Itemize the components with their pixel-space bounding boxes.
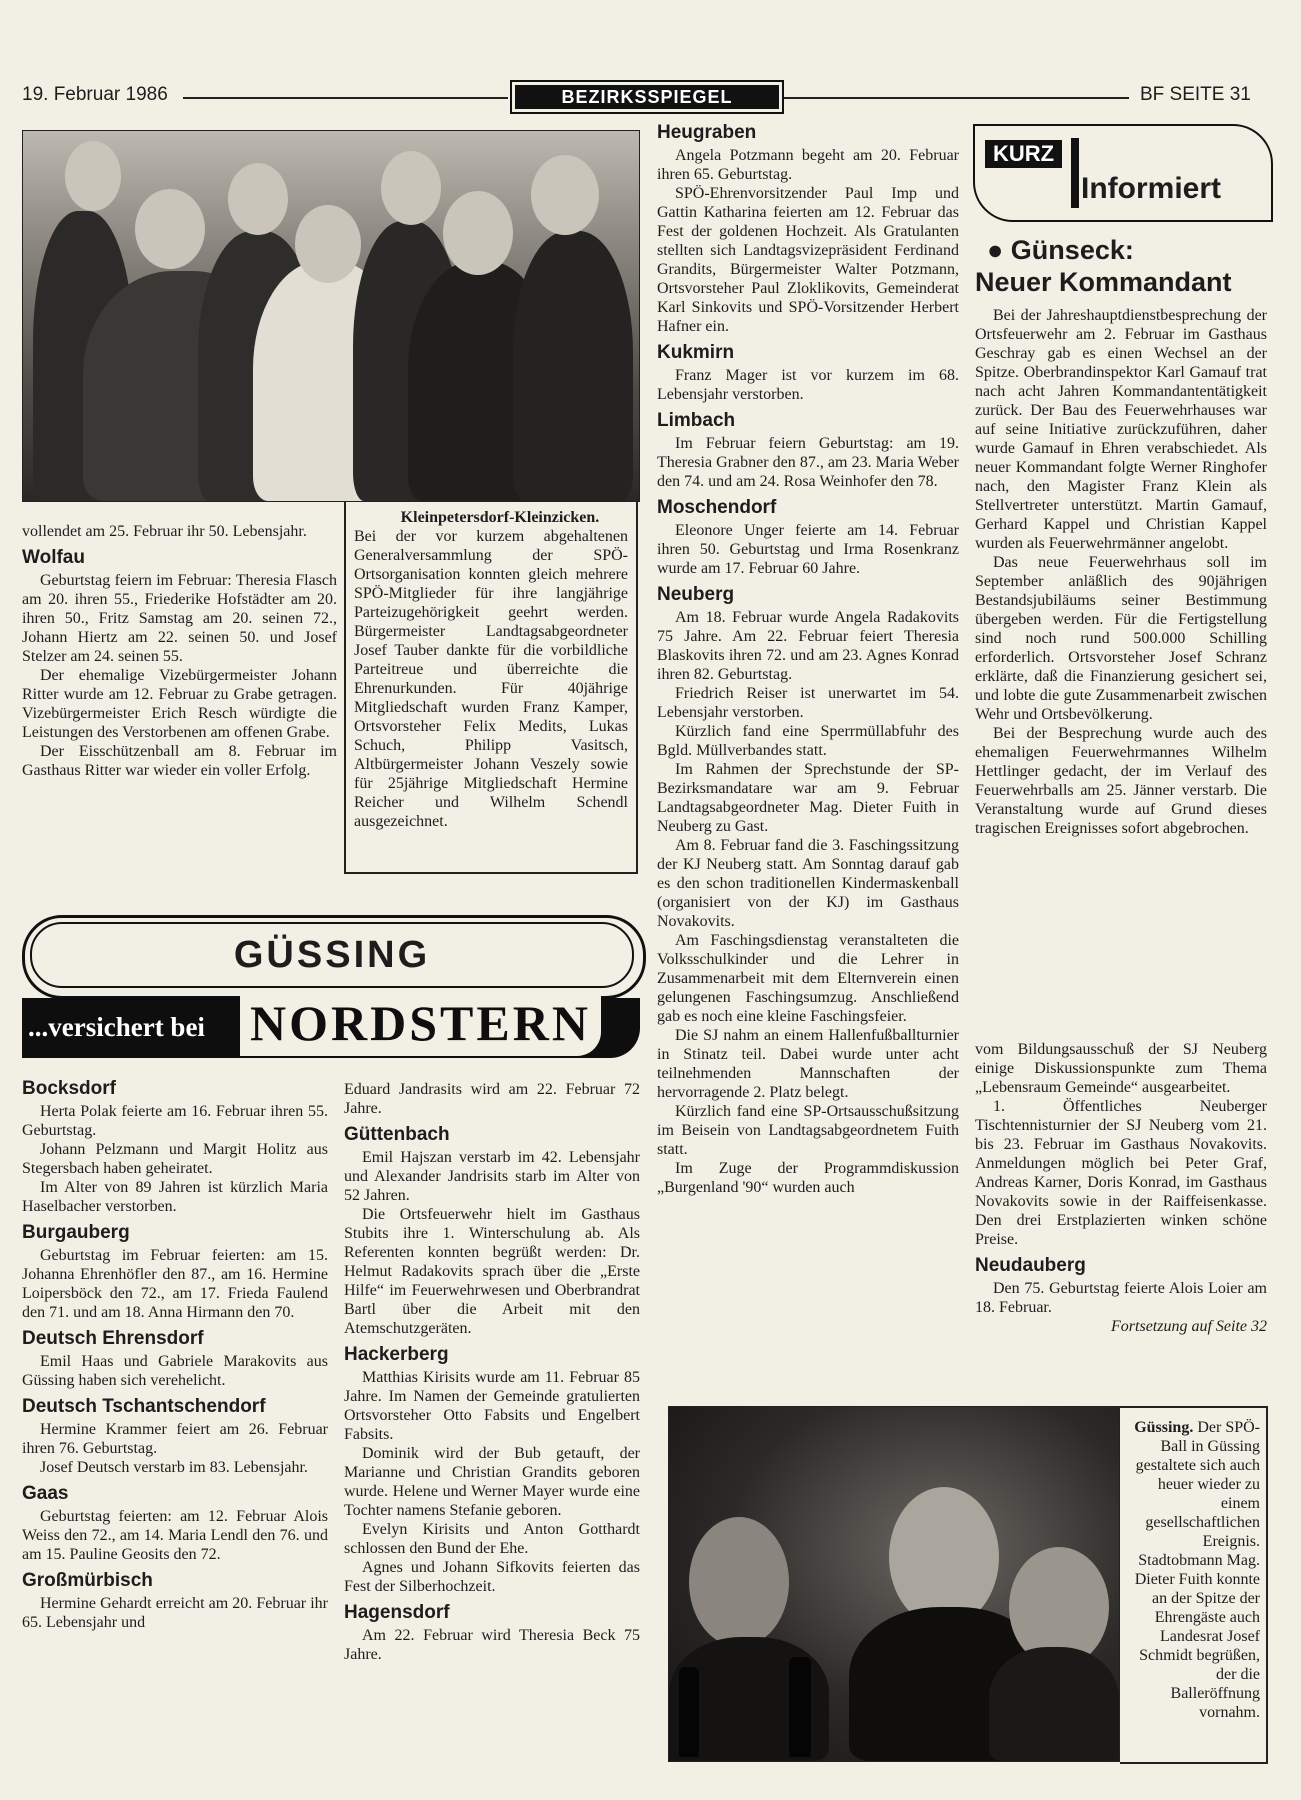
- section-heading: Hackerberg: [344, 1344, 449, 1365]
- paragraph: Der Eisschützenball am 8. Februar im Gasthaus Ritter war wieder ein voller Erfolg.: [22, 743, 337, 779]
- paragraph: Im Alter von 89 Jahren ist kürzlich Maria Haselbacher verstorben.: [22, 1179, 328, 1215]
- banner-title: GÜSSING: [30, 922, 634, 988]
- paragraph: vollendet am 25. Februar ihr 50. Lebensjahr.: [22, 523, 307, 540]
- paragraph: Friedrich Reiser ist unerwartet im 54. Lebensjahr verstorben.: [657, 685, 959, 721]
- paragraph: Geburtstag feierten: am 12. Februar Alois Weiss den 72., am 14. Maria Lendl den 76. und am 15. Pauline Geosits den 72.: [22, 1508, 328, 1563]
- paragraph: Eleonore Unger feierte am 14. Februar ihren 50. Geburtstag und Irma Rosenkranz wurde am 17. Februar 60 Jahre.: [657, 522, 959, 577]
- continuation-note: Fortsetzung auf Seite 32: [1111, 1318, 1267, 1335]
- paragraph: Evelyn Kirisits und Anton Gotthardt schlossen den Bund der Ehe.: [344, 1521, 640, 1557]
- paragraph: Am Faschingsdienstag veranstalteten die Volksschulkinder und die Lehrer in Zusammenarbeit mit dem Elternverein einen gelungenen Faschingsumzug. Anschließend gab es noch eine kleine Faschingsfeier.: [657, 932, 959, 1025]
- ball-photo: [668, 1406, 1120, 1762]
- section-heading: Hagensdorf: [344, 1602, 450, 1623]
- caption-title: Güssing.: [1134, 1419, 1194, 1436]
- headline-1: ● Günseck:: [987, 235, 1134, 265]
- section-heading: Deutsch Ehrensdorf: [22, 1328, 204, 1349]
- section-heading: Heugraben: [657, 122, 757, 143]
- paragraph: Die Ortsfeuerwehr hielt im Gasthaus Stubits ihre 1. Winterschulung ab. Als Referenten konnten begrüßt werden: Dr. Helmut Radakovits sprach über die „Erste Hilfe“ im Feuerwehrwesen und Oberbrandrat Bartl über die Arbeit mit den Atemschutzgeräten.: [344, 1206, 640, 1337]
- informiert-label: Informiert: [1081, 172, 1222, 205]
- banner-slogan: ...versichert bei: [28, 1012, 205, 1042]
- header-rule-right: [784, 97, 1129, 99]
- paragraph: Am 22. Februar wird Theresia Beck 75 Jahre.: [344, 1627, 640, 1663]
- paragraph: Emil Haas und Gabriele Marakovits aus Güssing haben sich verehelicht.: [22, 1353, 328, 1389]
- paragraph: Den 75. Geburtstag feierte Alois Loier am 18. Februar.: [975, 1280, 1267, 1316]
- paragraph: Hermine Gehardt erreicht am 20. Februar ihr 65. Lebensjahr und: [22, 1595, 328, 1631]
- group-photo: [22, 130, 640, 502]
- banner-bar: [22, 995, 640, 1058]
- section-title: BEZIRKSSPIEGEL: [510, 80, 784, 114]
- paragraph: Am 8. Februar fand die 3. Faschingssitzung der KJ Neuberg statt. Am Sonntag darauf gab es den schon traditionellen Kindermaskenball (organisiert von der KJ) im Gasthaus Novakovits.: [657, 837, 959, 930]
- kurz-label: KURZ: [985, 140, 1062, 168]
- caption-bottom: [1130, 1418, 1260, 1722]
- caption-top: [354, 508, 628, 831]
- paragraph: Das neue Feuerwehrhaus soll im September anläßlich des 90jährigen Bestandsjubiläums seiner Bestimmung übergeben werden. Für die Fertigstellung sind noch rund 500.000 Schilling erforderlich. Ortsvorsteher Josef Schranz erklärte, daß die Finanzierung gesichert sei, und lobte die gute Zusammenarbeit zwischen Wehr und Ortsbevölkerung.: [975, 554, 1267, 723]
- section-heading: Limbach: [657, 410, 736, 431]
- section-heading: Kukmirn: [657, 342, 735, 363]
- paragraph: Geburtstag feiern im Februar: Theresia Flasch am 20. ihren 55., Friederike Hofstädter am 20. ihren 50., Fritz Samstag am 20. seinen 72., Johann Hiertz am 22. seinen 50. und Josef Stelzer am 24. seinen 55.: [22, 572, 337, 665]
- caption-text: Der SPÖ-Ball in Güssing gestaltete sich auch heuer wieder zu einem gesellschaftlichen Ereignis. Stadtobmann Mag. Dieter Fuith konnte an der Spitze der Ehrengäste auch Landesrat Josef Schmidt begrüßen, der die Balleröffnung vornahm.: [1134, 1419, 1260, 1721]
- paragraph: Am 18. Februar wurde Angela Radakovits 75 Jahre. Am 22. Februar feiert Theresia Blaskovits ihren 72. und am 23. Agnes Konrad ihren 82. Geburtstag.: [657, 609, 959, 683]
- paragraph: vom Bildungsausschuß der SJ Neuberg einige Diskussionspunkte zum Thema „Lebensraum Gemeinde“ ausgearbeitet.: [975, 1041, 1267, 1096]
- section-heading: Burgauberg: [22, 1222, 130, 1243]
- paragraph: Die SJ nahm an einem Hallenfußballturnier in Stinatz teil. Dabei wurde unter acht teilnehmenden Mannschaften der hervorragende 2. Platz belegt.: [657, 1027, 959, 1101]
- section-heading: Großmürbisch: [22, 1570, 153, 1591]
- banner-brand: NORDSTERN: [240, 990, 601, 1056]
- paragraph: Im Rahmen der Sprechstunde der SP-Bezirksmandatare war am 9. Februar Landtagsabgeordneter Mag. Dieter Fuith in Neuberg zu Gast.: [657, 761, 959, 835]
- paragraph: SPÖ-Ehrenvorsitzender Paul Imp und Gattin Katharina feierten am 12. Februar das Fest der goldenen Hochzeit. Als Gratulanten stellten sich Landtagsvizepräsident Ferdinand Grandits, Bürgermeister Walter Potzmann, Ortsvorsteher Paul Zloklikovits, Gemeinderat Karl Sinkovits und SPÖ-Vorsitzender Herbert Hafner ein.: [657, 185, 959, 335]
- paragraph: Matthias Kirisits wurde am 11. Februar 85 Jahre. Im Namen der Gemeinde gratulierten Ortsvorsteher Otto Fabsits und Engelbert Fabsits.: [344, 1369, 640, 1443]
- kurz-informiert-box: [973, 124, 1273, 222]
- paragraph: Im Zuge der Programmdiskussion „Burgenland '90“ wurden auch: [657, 1160, 959, 1196]
- column-1-bottom: [22, 1078, 328, 1632]
- section-heading: Moschendorf: [657, 497, 777, 518]
- paragraph: Im Februar feiern Geburtstag: am 19. Theresia Grabner den 87., am 23. Maria Weber den 74. und am 24. Rosa Weinhofer den 78.: [657, 435, 959, 490]
- paragraph: Der ehemalige Vizebürgermeister Johann Ritter wurde am 12. Februar zu Grabe getragen. Vizebürgermeister Erich Resch würdigte die Leistungen des Verstorbenen am offenen Grabe.: [22, 667, 337, 741]
- column-3-bottom: [975, 1040, 1267, 1336]
- paragraph: Josef Deutsch verstarb im 83. Lebensjahr.: [40, 1459, 308, 1476]
- caption-text: Bei der vor kurzem abgehaltenen Generalversammlung der SPÖ-Ortsorganisation konnten gleich mehrere SPÖ-Mitglieder für ihre langjährige Parteizugehörigkeit geehrt werden. Bürgermeister Landtagsabgeordneter Josef Tauber dankte für die vorbildliche Parteitreue und überreichte die Ehrenurkunden. Für 40jährige Mitgliedschaft wurden Franz Kamper, Ortsvorsteher Felix Medits, Lukas Schuch, Philipp Vasitsch, Altbürgermeister Johann Veszely sowie für 25jährige Mitgliedschaft Hermine Reicher und Wilhelm Schendl ausgezeichnet.: [354, 528, 628, 830]
- paragraph: Kürzlich fand eine SP-Ortsausschußsitzung im Beisein von Landtagsabgeordnetem Fuith statt.: [657, 1103, 959, 1158]
- page-number: BF SEITE 31: [1140, 84, 1251, 105]
- column-3-top: [975, 234, 1267, 838]
- header-rule-left: [183, 97, 508, 99]
- section-heading: Güttenbach: [344, 1124, 450, 1145]
- section-heading: Neuberg: [657, 584, 735, 605]
- issue-date: 19. Februar 1986: [22, 84, 168, 105]
- paragraph: Herta Polak feierte am 16. Februar ihren 55. Geburtstag.: [22, 1103, 328, 1139]
- paragraph: Bei der Besprechung wurde auch des ehemaligen Feuerwehrmannes Wilhelm Hettlinger gedacht, der im Verlauf des Feuerwehrballs am 25. Jänner verstarb. Die Veranstaltung wurde auf Grund dieses tragischen Ereignisses sofort abgebrochen.: [975, 725, 1267, 837]
- paragraph: Dominik wird der Bub getauft, der Marianne und Christian Grandits geboren wurde. Helene und Werner Mayer wurde eine Tochter namens Stefanie geboren.: [344, 1445, 640, 1519]
- paragraph: Eduard Jandrasits wird am 22. Februar 72 Jahre.: [344, 1081, 640, 1117]
- paragraph: Johann Pelzmann und Margit Holitz aus Stegersbach haben geheiratet.: [22, 1141, 328, 1177]
- paragraph: Kürzlich fand eine Sperrmüllabfuhr des Bgld. Müllverbandes statt.: [657, 723, 959, 759]
- column-2: [657, 122, 959, 1197]
- column-1-top: [22, 522, 337, 780]
- paragraph: Angela Potzmann begeht am 20. Februar ihren 65. Geburtstag.: [657, 147, 959, 183]
- section-heading-neudauberg: Neudauberg: [975, 1255, 1086, 1276]
- paragraph: Bei der Jahreshauptdienstbesprechung der Ortsfeuerwehr am 2. Februar im Gasthaus Geschray gab es einen Wechsel an der Spitze. Oberbrandinspektor Karl Gamauf trat nach acht Jahren Kommandantentätigkeit zurück. Der Bau des Feuerwehrhauses war auf seine Initiative zurückzuführen, daher wurde Gamauf in Ehren verabschiedet. Als neuer Kommandant folgte Werner Ringhofer nach, den Magister Franz Klein als Stellvertreter unterstützt. Martin Gamauf, Gerhard Kappel und Christian Kappel wurden als Feuerwehrmänner angelobt.: [975, 307, 1267, 552]
- paragraph: Hermine Krammer feiert am 26. Februar ihren 76. Geburtstag.: [22, 1421, 328, 1457]
- headline-2: Neuer Kommandant: [975, 267, 1232, 297]
- kurz-bar: [1071, 138, 1079, 208]
- paragraph: Agnes und Johann Sifkovits feierten das Fest der Silberhochzeit.: [344, 1559, 640, 1595]
- paragraph: Franz Mager ist vor kurzem im 68. Lebensjahr verstorben.: [657, 367, 959, 403]
- column-2-bottom: [344, 1080, 640, 1664]
- section-heading-wolfau: Wolfau: [22, 547, 85, 568]
- paragraph: Emil Hajszan verstarb im 42. Lebensjahr und Alexander Jandrisits starb im Alter von 52 Jahren.: [344, 1149, 640, 1204]
- paragraph: Geburtstag im Februar feierten: am 15. Johanna Ehrenhöfler den 87., am 16. Hermine Loipersböck den 72., am 17. Frieda Faulend den 71. und am 18. Anna Hirmann den 70.: [22, 1247, 328, 1321]
- paragraph: 1. Öffentliches Neuberger Tischtennisturnier der SJ Neuberg vom 21. bis 23. Februar im Gasthaus Novakovits. Anmeldungen möglich bei Peter Graf, Andreas Karner, Doris Konrad, im Gasthaus Novakovits sowie in der Raiffeisenkasse. Den drei Erstplazierten winken schöne Preise.: [975, 1098, 1267, 1248]
- section-heading: Deutsch Tschantschendorf: [22, 1396, 266, 1417]
- section-heading: Bocksdorf: [22, 1078, 116, 1099]
- caption-title: Kleinpetersdorf-Kleinzicken.: [400, 509, 600, 526]
- section-heading: Gaas: [22, 1483, 69, 1504]
